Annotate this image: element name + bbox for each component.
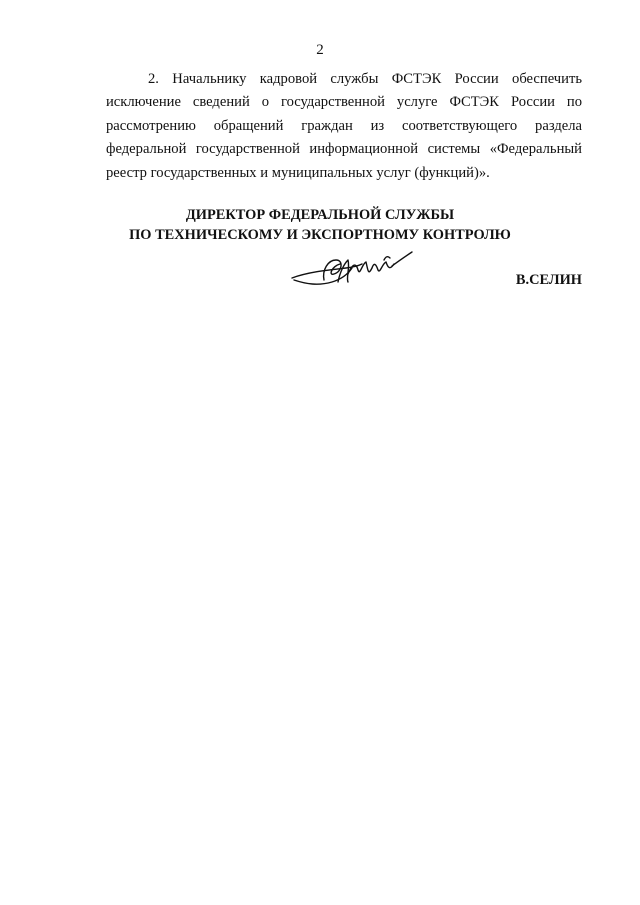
- handwritten-signature: [288, 250, 416, 294]
- page-number: 2: [316, 42, 324, 58]
- signer-name: В.СЕЛИН: [515, 272, 582, 288]
- body-paragraph-2: 2. Начальнику кадровой службы ФСТЭК России обеспечить исключение сведений о государственной услуге ФСТЭК России по рассмотрению обращений граждан из соответствующего раздела федеральной государственной информационной системы «Федеральный реестр государственных и муниципальных услуг (функций)».: [106, 71, 582, 181]
- signatory-title-line-2: ПО ТЕХНИЧЕСКОМУ И ЭКСПОРТНОМУ КОНТРОЛЮ: [129, 227, 511, 243]
- signatory-title-line-1: ДИРЕКТОР ФЕДЕРАЛЬНОЙ СЛУЖБЫ: [185, 207, 455, 223]
- signatory-title: [0, 205, 640, 245]
